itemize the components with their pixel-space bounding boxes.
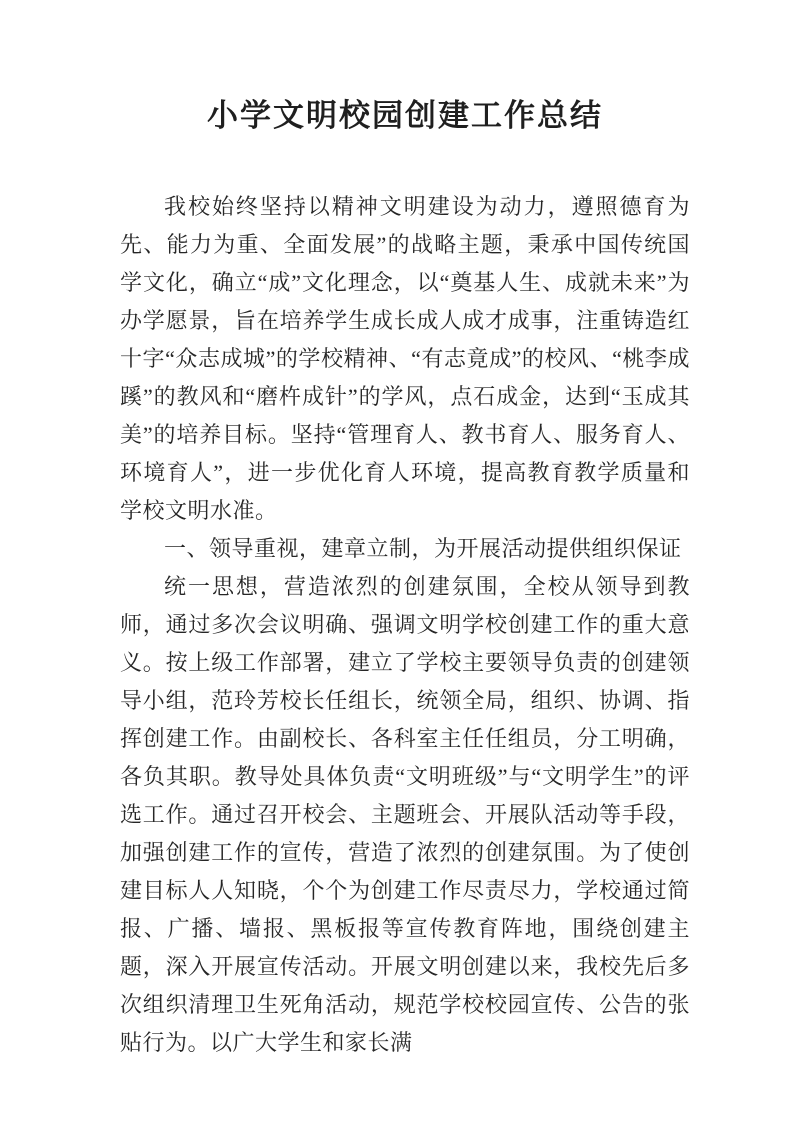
paragraph-section-1-body: 统一思想，营造浓烈的创建氛围，全校从领导到教师，通过多次会议明确、强调文明学校创建工作的重大意义。按上级工作部署，建立了学校主要领导负责的创建领导小组，范玲芳校长任组长，统领全局，组织、协调、指挥创建工作。由副校长、各科室主任任组员，分工明确，各负其职。教导处具体负责“文明班级”与“文明学生”的评选工作。通过召开校会、主题班会、开展队活动等手段，加强创建工作的宣传，营造了浓烈的创建氛围。为了使创建目标人人知晓，个个为创建工作尽责尽力，学校通过简报、广播、墙报、黑板报等宣传教育阵地，围绕创建主题，深入开展宣传活动。开展文明创建以来，我校先后多次组织清理卫生死角活动，规范学校校园宣传、公告的张贴行为。以广大学生和家长满	[120, 574, 690, 1055]
section-heading-1: 一、领导重视，建章立制，为开展活动提供组织保证	[164, 536, 682, 561]
document-title: 小学文明校园创建工作总结	[207, 98, 603, 133]
document-body	[120, 188, 690, 1062]
paragraph-intro: 我校始终坚持以精神文明建设为动力，遵照德育为先、能力为重、全面发展”的战略主题，秉承中国传统国学文化，确立“成”文化理念，以“奠基人生、成就未来”为办学愿景，旨在培养学生成长成人成才成事，注重铸造红十字“众志成城”的学校精神、“有志竟成”的校风、“桃李成蹊”的教风和“磨杵成针”的学风，点石成金，达到“玉成其美”的培养目标。坚持“管理育人、教书育人、服务育人、环境育人”，进一步优化育人环境，提高教育教学质量和学校文明水准。	[120, 194, 690, 523]
